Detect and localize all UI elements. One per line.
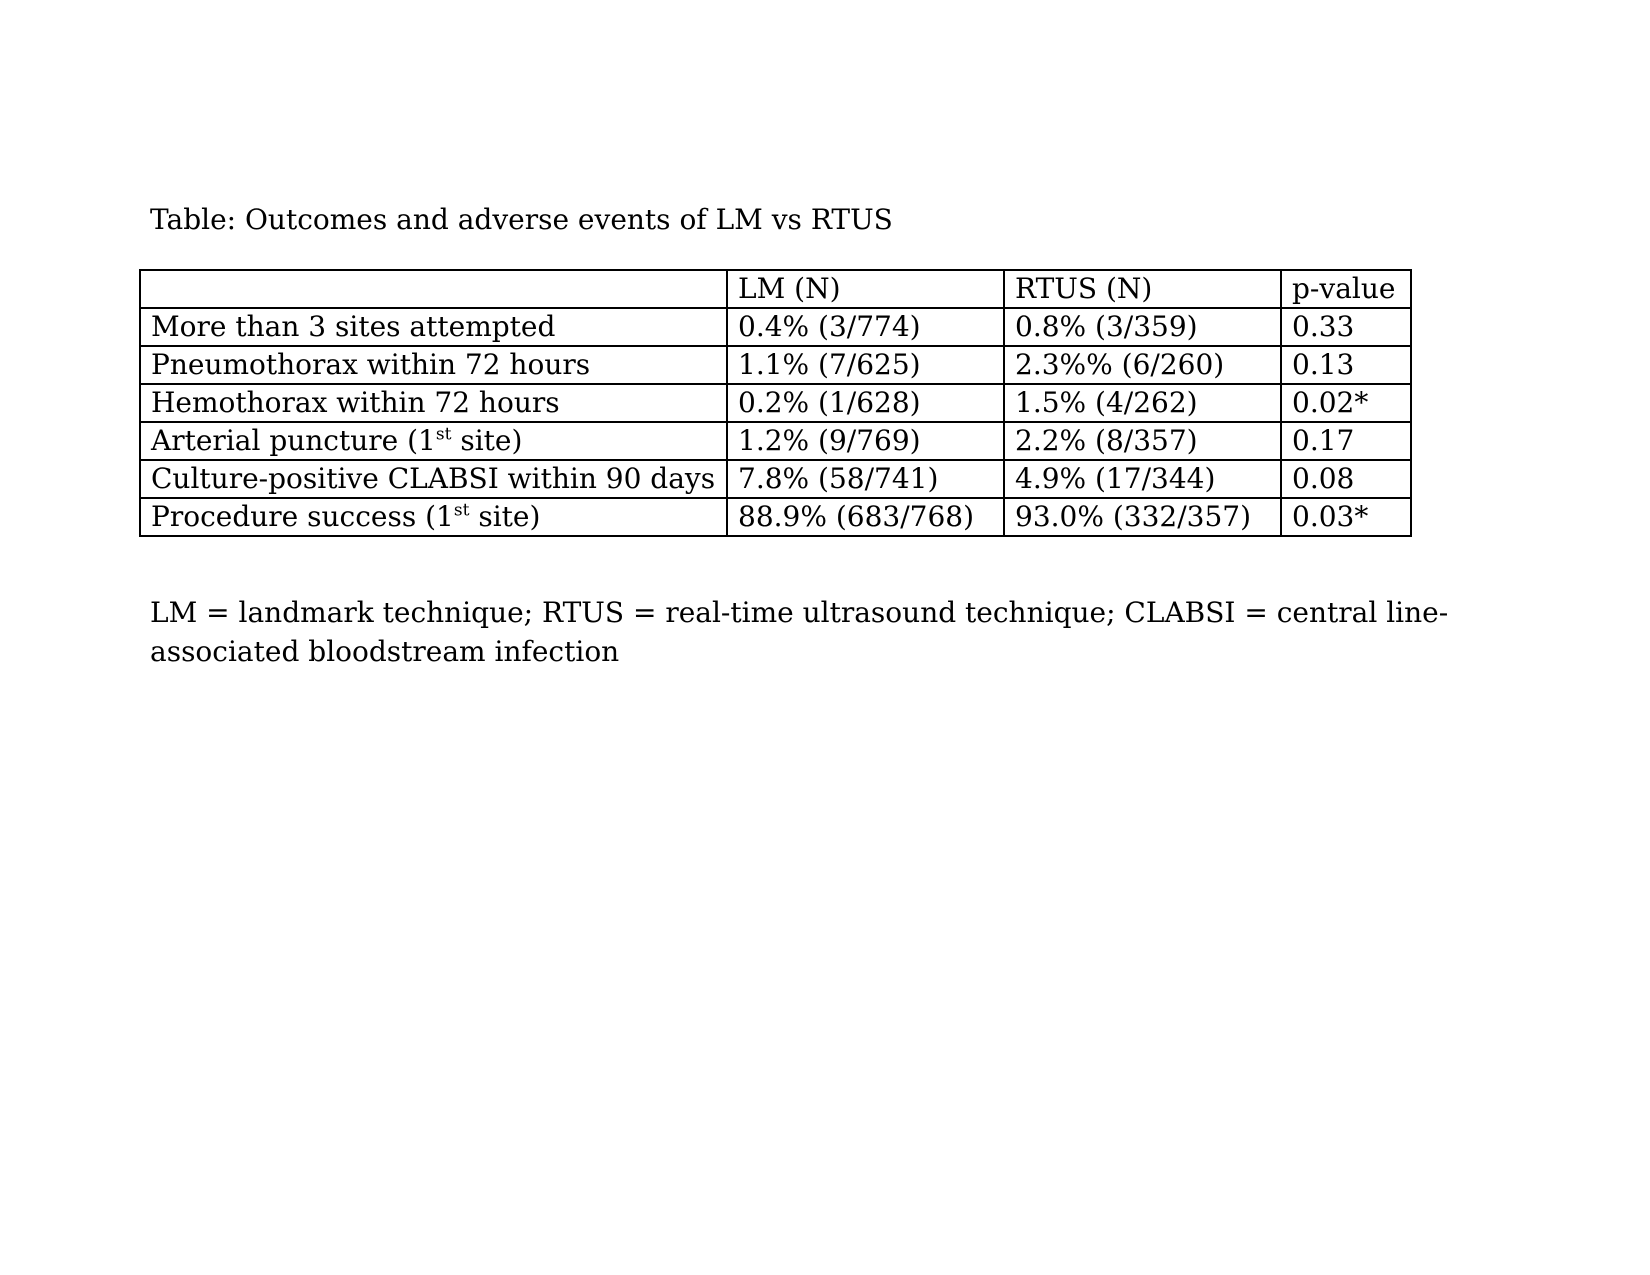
p-value: 0.08 xyxy=(1281,460,1411,498)
row-label-text: site) xyxy=(451,424,523,457)
header-cell-p-value: p-value xyxy=(1281,270,1411,308)
row-label: Hemothorax within 72 hours xyxy=(140,384,727,422)
table-row xyxy=(140,498,1411,536)
row-label-text: site) xyxy=(469,500,541,533)
table-row xyxy=(140,384,1411,422)
p-value: 0.33 xyxy=(1281,308,1411,346)
lm-value: 7.8% (58/741) xyxy=(727,460,1004,498)
lm-value: 1.2% (9/769) xyxy=(727,422,1004,460)
row-label xyxy=(140,498,727,536)
row-label: More than 3 sites attempted xyxy=(140,308,727,346)
ordinal-suffix: st xyxy=(453,500,470,521)
row-label xyxy=(140,422,727,460)
row-label: Culture-positive CLABSI within 90 days xyxy=(140,460,727,498)
header-cell-lm: LM (N) xyxy=(727,270,1004,308)
p-value: 0.13 xyxy=(1281,346,1411,384)
lm-value: 0.4% (3/774) xyxy=(727,308,1004,346)
ordinal-suffix: st xyxy=(435,424,452,445)
footnote-line: LM = landmark technique; RTUS = real-time ultrasound technique; CLABSI = central line- xyxy=(150,596,1449,629)
outcomes-table xyxy=(139,269,1412,537)
row-label: Pneumothorax within 72 hours xyxy=(140,346,727,384)
row-label-text: Procedure success (1 xyxy=(151,500,454,533)
table-footnote xyxy=(150,593,1450,671)
p-value: 0.17 xyxy=(1281,422,1411,460)
rtus-value: 93.0% (332/357) xyxy=(1004,498,1281,536)
rtus-value: 1.5% (4/262) xyxy=(1004,384,1281,422)
footnote-line: associated bloodstream infection xyxy=(150,635,620,668)
p-value: 0.02* xyxy=(1281,384,1411,422)
table-row xyxy=(140,346,1411,384)
lm-value: 88.9% (683/768) xyxy=(727,498,1004,536)
lm-value: 0.2% (1/628) xyxy=(727,384,1004,422)
lm-value: 1.1% (7/625) xyxy=(727,346,1004,384)
header-cell-rtus: RTUS (N) xyxy=(1004,270,1281,308)
table-caption: Table: Outcomes and adverse events of LM vs RTUS xyxy=(150,203,893,236)
table-row xyxy=(140,308,1411,346)
p-value: 0.03* xyxy=(1281,498,1411,536)
rtus-value: 0.8% (3/359) xyxy=(1004,308,1281,346)
table-header-row xyxy=(140,270,1411,308)
rtus-value: 2.3%% (6/260) xyxy=(1004,346,1281,384)
table-row xyxy=(140,422,1411,460)
table-row xyxy=(140,460,1411,498)
rtus-value: 2.2% (8/357) xyxy=(1004,422,1281,460)
rtus-value: 4.9% (17/344) xyxy=(1004,460,1281,498)
row-label-text: Arterial puncture (1 xyxy=(151,424,436,457)
header-cell-blank xyxy=(140,270,727,308)
